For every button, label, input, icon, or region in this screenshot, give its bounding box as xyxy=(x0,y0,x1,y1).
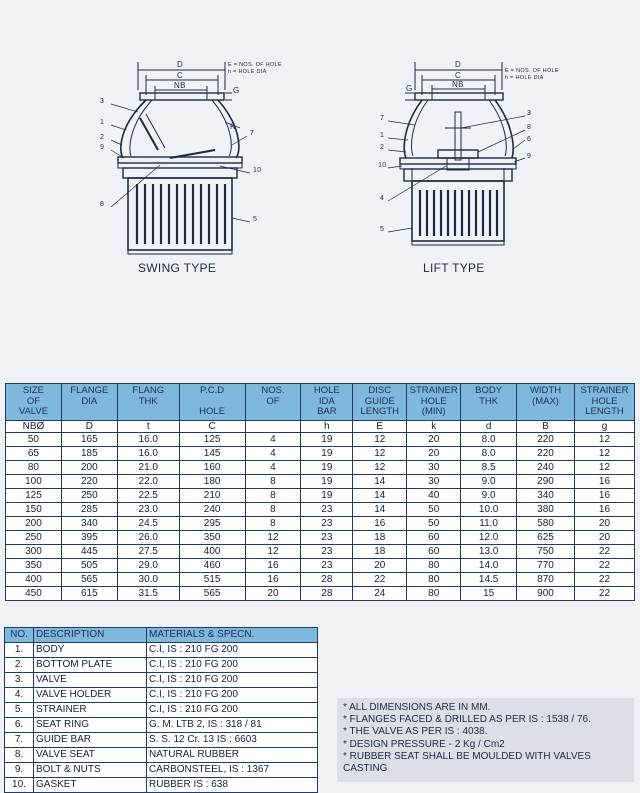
table-cell: 4 xyxy=(245,461,301,475)
table-cell: 18 xyxy=(353,545,407,559)
table-cell: 350 xyxy=(179,531,245,545)
table-cell: 19 xyxy=(301,461,353,475)
table-cell: 40 xyxy=(407,489,461,503)
swing-callout: 8 xyxy=(100,201,105,208)
table-row xyxy=(6,447,635,461)
table-cell: 16 xyxy=(353,517,407,531)
table-cell: 200 xyxy=(61,461,117,475)
table-cell: 185 xyxy=(61,447,117,461)
dimension-header-line: LENGTH xyxy=(585,406,624,417)
table-cell: 50 xyxy=(6,433,62,447)
table-row xyxy=(5,778,318,793)
table-cell: 23 xyxy=(301,531,353,545)
materials-table-body xyxy=(5,643,318,793)
table-cell: 165 xyxy=(61,433,117,447)
dimension-header-cell xyxy=(6,384,62,421)
table-cell: 460 xyxy=(179,559,245,573)
dimension-unit-cell: D xyxy=(61,421,117,433)
table-cell: 22.5 xyxy=(117,489,179,503)
table-cell: 150 xyxy=(6,503,62,517)
table-cell: 340 xyxy=(517,489,575,503)
table-cell: 22 xyxy=(353,573,407,587)
dimension-header-line: STRAINER xyxy=(409,385,458,396)
table-cell: BOTTOM PLATE xyxy=(34,658,147,673)
table-cell: 8 xyxy=(245,489,301,503)
table-cell: CARBONSTEEL, IS : 1367 xyxy=(147,763,318,778)
dimension-unit-cell: k xyxy=(407,421,461,433)
lift-callout: 10 xyxy=(378,162,387,169)
table-cell: C.I, IS : 210 FG 200 xyxy=(147,703,318,718)
dimension-header-line: NOS. xyxy=(261,385,285,396)
lift-callout: 4 xyxy=(380,195,385,202)
table-cell: 16 xyxy=(574,503,634,517)
table-cell: 20 xyxy=(407,447,461,461)
swing-dim-nb: NB xyxy=(174,81,186,90)
table-cell: 19 xyxy=(301,433,353,447)
materials-header-no: NO. xyxy=(5,628,34,643)
table-cell: 10.0 xyxy=(461,503,517,517)
table-cell: 16 xyxy=(245,559,301,573)
table-row xyxy=(5,733,318,748)
table-cell: 13.0 xyxy=(461,545,517,559)
lift-callout: 8 xyxy=(527,124,532,131)
table-cell: 770 xyxy=(517,559,575,573)
table-cell: 2. xyxy=(5,658,34,673)
table-cell: 8.0 xyxy=(461,433,517,447)
table-cell: 8 xyxy=(245,517,301,531)
table-cell: 19 xyxy=(301,475,353,489)
table-cell: 870 xyxy=(517,573,575,587)
dimension-header-line: BODY xyxy=(475,385,503,396)
table-cell: 100 xyxy=(6,475,62,489)
dimension-header-cell xyxy=(301,384,353,421)
table-cell: 16 xyxy=(245,573,301,587)
table-cell: 350 xyxy=(6,559,62,573)
lift-dim-c: C xyxy=(455,71,462,80)
dimension-unit-cell: t xyxy=(117,421,179,433)
valve-drawings xyxy=(0,0,640,360)
table-cell: NATURAL RUBBER xyxy=(147,748,318,763)
table-cell: 21.0 xyxy=(117,461,179,475)
table-cell: 240 xyxy=(179,503,245,517)
table-cell: 5. xyxy=(5,703,34,718)
dimension-header-line: HOLE xyxy=(420,395,447,407)
dimension-unit-cell: C xyxy=(179,421,245,433)
table-cell: 400 xyxy=(6,573,62,587)
table-cell: GASKET xyxy=(34,778,147,793)
dimension-header-cell xyxy=(461,384,517,421)
table-cell: 3. xyxy=(5,673,34,688)
table-cell: 23.0 xyxy=(117,503,179,517)
table-cell: VALVE HOLDER xyxy=(34,688,147,703)
table-cell: 220 xyxy=(517,433,575,447)
table-cell: 80 xyxy=(407,559,461,573)
dimension-header-line: DIA xyxy=(81,395,98,407)
table-cell: 14 xyxy=(353,503,407,517)
dimension-table-units xyxy=(6,421,635,433)
dimension-header-cell xyxy=(353,384,407,421)
table-cell: 28 xyxy=(301,573,353,587)
table-cell: RUBBER IS : 638 xyxy=(147,778,318,793)
lift-legend-h: h = HOLE DIA xyxy=(505,75,544,81)
swing-legend-e: E = NOS. OF HOLE xyxy=(228,62,282,68)
table-cell: 22 xyxy=(574,545,634,559)
table-cell: 8 xyxy=(245,503,301,517)
lift-type-drawing xyxy=(400,62,516,245)
notes-box xyxy=(337,698,634,782)
dimension-header-line: HOLE xyxy=(591,395,618,407)
dimension-header-line: (MAX) xyxy=(532,395,559,407)
table-cell: 200 xyxy=(6,517,62,531)
table-cell: 9. xyxy=(5,763,34,778)
table-cell: 19 xyxy=(301,447,353,461)
table-cell: 8 xyxy=(245,475,301,489)
lift-callout: 2 xyxy=(380,144,385,151)
table-cell: 145 xyxy=(179,447,245,461)
table-cell: 11.0 xyxy=(461,517,517,531)
dimension-header-line: DISC xyxy=(368,385,392,396)
lift-legend-e: E = NOS. OF HOLE xyxy=(505,68,559,74)
table-cell: 16.0 xyxy=(117,433,179,447)
table-cell: 12.0 xyxy=(461,531,517,545)
dimension-header-line: THK xyxy=(479,395,499,407)
dimension-header-line: P.C.D xyxy=(200,385,225,396)
table-cell: 50 xyxy=(407,517,461,531)
table-cell: 625 xyxy=(517,531,575,545)
dimension-table-body xyxy=(6,433,635,601)
lift-strainer-slots xyxy=(420,190,497,236)
dimension-table xyxy=(5,383,635,601)
table-cell: 22 xyxy=(574,573,634,587)
table-cell: 20 xyxy=(574,531,634,545)
lift-dim-nb: NB xyxy=(452,80,464,89)
note-line: * THE VALVE AS PER IS : 4038. xyxy=(343,726,488,738)
table-cell: 20 xyxy=(245,587,301,601)
table-cell: VALVE xyxy=(34,673,147,688)
table-cell: 14.0 xyxy=(461,559,517,573)
lift-dim-g: G xyxy=(406,84,413,93)
table-cell: 290 xyxy=(517,475,575,489)
table-cell: 8.5 xyxy=(461,461,517,475)
dimension-header-cell xyxy=(517,384,575,421)
table-cell: 12 xyxy=(574,433,634,447)
note-line: * DESIGN PRESSURE - 2 Kg / Cm2 xyxy=(343,738,505,750)
table-row xyxy=(5,643,318,658)
table-row xyxy=(6,545,635,559)
table-cell: 300 xyxy=(6,545,62,559)
table-cell: 27.5 xyxy=(117,545,179,559)
table-cell: 295 xyxy=(179,517,245,531)
table-cell: 285 xyxy=(61,503,117,517)
dimension-unit-cell: E xyxy=(353,421,407,433)
dimension-header-line: IDA xyxy=(318,395,335,407)
table-cell: 22 xyxy=(574,559,634,573)
dimension-unit-cell: NBØ xyxy=(6,421,62,433)
table-cell: 80 xyxy=(6,461,62,475)
dimension-header-cell xyxy=(574,384,634,421)
table-cell: 7. xyxy=(5,733,34,748)
table-cell: 60 xyxy=(407,531,461,545)
table-cell: 12 xyxy=(353,433,407,447)
table-cell: 80 xyxy=(407,587,461,601)
note-line: * ALL DIMENSIONS ARE IN MM. xyxy=(343,702,491,713)
table-row xyxy=(6,573,635,587)
table-cell: 240 xyxy=(517,461,575,475)
table-cell: 565 xyxy=(61,573,117,587)
lift-callout: 5 xyxy=(380,226,385,233)
table-cell: 8.0 xyxy=(461,447,517,461)
dimension-header-line: OF xyxy=(26,395,41,407)
dimension-header-cell xyxy=(407,384,461,421)
table-cell: 380 xyxy=(517,503,575,517)
table-cell: 14 xyxy=(353,475,407,489)
swing-callout: 5 xyxy=(253,216,258,223)
table-cell: 565 xyxy=(179,587,245,601)
table-row xyxy=(6,433,635,447)
table-cell: 23 xyxy=(301,517,353,531)
dimension-header-line: LENGTH xyxy=(360,406,400,417)
lift-callout: 6 xyxy=(527,136,532,143)
table-cell: 30 xyxy=(407,475,461,489)
table-cell: STRAINER xyxy=(34,703,147,718)
table-cell: 26.0 xyxy=(117,531,179,545)
table-cell: 12 xyxy=(245,531,301,545)
table-cell: 16 xyxy=(574,489,634,503)
swing-legend-h: h = HOLE DIA xyxy=(228,69,267,75)
table-cell: 12 xyxy=(574,447,634,461)
dimension-header-line: GUIDE xyxy=(364,395,395,407)
dimension-header-line: SIZE xyxy=(22,385,44,396)
table-row xyxy=(6,531,635,545)
table-cell: 16.0 xyxy=(117,447,179,461)
table-row xyxy=(5,673,318,688)
table-cell: 125 xyxy=(6,489,62,503)
table-cell: 10. xyxy=(5,778,34,793)
table-cell: 12 xyxy=(245,545,301,559)
table-cell: 4 xyxy=(245,447,301,461)
table-cell: 60 xyxy=(407,545,461,559)
table-cell: SEAT RING xyxy=(34,718,147,733)
dimension-header-line: STRAINER xyxy=(580,385,629,396)
swing-callout: 10 xyxy=(253,167,262,174)
swing-callout: 2 xyxy=(100,134,105,141)
table-cell: 28 xyxy=(301,587,353,601)
table-cell: 80 xyxy=(407,573,461,587)
table-cell: 14.5 xyxy=(461,573,517,587)
table-cell: 400 xyxy=(179,545,245,559)
table-cell: BODY xyxy=(34,643,147,658)
table-cell: C.I, IS : 210 FG 200 xyxy=(147,673,318,688)
table-row xyxy=(5,658,318,673)
table-row xyxy=(5,763,318,778)
table-cell: 20 xyxy=(353,559,407,573)
table-cell: 1. xyxy=(5,643,34,658)
table-cell: 9.0 xyxy=(461,489,517,503)
table-cell: 30 xyxy=(407,461,461,475)
swing-dim-c: C xyxy=(177,71,184,80)
table-row xyxy=(6,503,635,517)
table-cell: 250 xyxy=(6,531,62,545)
dimension-header-line: HOLE xyxy=(199,406,226,417)
table-cell: 23 xyxy=(301,545,353,559)
table-cell: GUIDE BAR xyxy=(34,733,147,748)
table-cell: 615 xyxy=(61,587,117,601)
table-cell: 14 xyxy=(353,489,407,503)
table-row xyxy=(6,489,635,503)
swing-type-caption: SWING TYPE xyxy=(138,261,217,275)
note-line: * RUBBER SEAT SHALL BE MOULDED WITH VALVES CASTING xyxy=(343,750,591,775)
valve-drawings-svg xyxy=(0,0,640,360)
table-cell: 4. xyxy=(5,688,34,703)
table-row xyxy=(5,718,318,733)
swing-callout: 1 xyxy=(100,119,105,126)
table-cell: 515 xyxy=(179,573,245,587)
table-cell: 250 xyxy=(61,489,117,503)
table-cell: 580 xyxy=(517,517,575,531)
table-row xyxy=(6,475,635,489)
table-cell: 24 xyxy=(353,587,407,601)
dimension-header-line: VALVE xyxy=(18,406,49,417)
dimension-header-line: THK xyxy=(138,395,158,407)
swing-dim-k: K xyxy=(230,122,236,131)
dimension-table-header xyxy=(6,384,635,421)
table-cell: 22.0 xyxy=(117,475,179,489)
table-cell: 23 xyxy=(301,503,353,517)
swing-callout: 7 xyxy=(250,130,255,137)
lift-callout: 3 xyxy=(527,110,532,117)
table-cell: 18 xyxy=(353,531,407,545)
table-cell: 6. xyxy=(5,718,34,733)
dimension-header-cell xyxy=(117,384,179,421)
table-cell: 450 xyxy=(6,587,62,601)
dimension-header-line: HOLE xyxy=(313,385,340,396)
table-cell: 210 xyxy=(179,489,245,503)
table-row xyxy=(6,587,635,601)
dimension-header-cell xyxy=(245,384,301,421)
table-cell: 31.5 xyxy=(117,587,179,601)
dimension-unit-cell: d xyxy=(461,421,517,433)
table-cell: 23 xyxy=(301,559,353,573)
table-cell: 12 xyxy=(353,461,407,475)
dimension-header-cell xyxy=(179,384,245,421)
table-cell: 160 xyxy=(179,461,245,475)
table-row xyxy=(5,748,318,763)
table-cell: 445 xyxy=(61,545,117,559)
swing-strainer-slots xyxy=(137,184,225,244)
table-cell: 15 xyxy=(461,587,517,601)
table-cell: 20 xyxy=(574,517,634,531)
swing-callout: 9 xyxy=(100,144,105,151)
table-cell: 20 xyxy=(407,433,461,447)
dimension-unit-cell: g xyxy=(574,421,634,433)
lift-type-caption: LIFT TYPE xyxy=(423,261,485,275)
table-row xyxy=(5,703,318,718)
table-row xyxy=(6,461,635,475)
table-row xyxy=(6,517,635,531)
swing-callout: 3 xyxy=(100,98,105,105)
table-cell: 505 xyxy=(61,559,117,573)
table-cell: C.I, IS : 210 FG 200 xyxy=(147,688,318,703)
table-cell: 12 xyxy=(574,461,634,475)
table-cell: 900 xyxy=(517,587,575,601)
dimension-header-line: FLANGE xyxy=(70,385,109,396)
dimension-unit-cell xyxy=(245,421,301,433)
table-cell: 50 xyxy=(407,503,461,517)
table-cell: G. M. LTB 2, IS : 318 / 81 xyxy=(147,718,318,733)
table-cell: 30.0 xyxy=(117,573,179,587)
lift-callout: 9 xyxy=(527,153,532,160)
table-cell: C.I, IS : 210 FG 200 xyxy=(147,643,318,658)
table-cell: 16 xyxy=(574,475,634,489)
dimension-header-line: BAR xyxy=(317,406,337,417)
table-cell: 24.5 xyxy=(117,517,179,531)
table-cell: 12 xyxy=(353,447,407,461)
table-cell: BOLT & NUTS xyxy=(34,763,147,778)
table-cell: 220 xyxy=(61,475,117,489)
note-line: * FLANGES FACED & DRILLED AS PER IS : 1538 / 76. xyxy=(343,714,591,726)
table-cell: 340 xyxy=(61,517,117,531)
materials-table-header xyxy=(5,628,318,643)
table-cell: 29.0 xyxy=(117,559,179,573)
table-cell: 4 xyxy=(245,433,301,447)
table-cell: 750 xyxy=(517,545,575,559)
dimension-header-line: OF xyxy=(266,395,280,407)
dimension-header-cell xyxy=(61,384,117,421)
table-row xyxy=(5,688,318,703)
table-cell: S. S. 12 Cr. 13 IS : 6603 xyxy=(147,733,318,748)
materials-table xyxy=(4,627,318,793)
lift-callout: 1 xyxy=(380,132,385,139)
materials-header-description: DESCRIPTION xyxy=(34,628,147,643)
table-cell: 180 xyxy=(179,475,245,489)
lift-callout: 7 xyxy=(380,115,385,122)
table-row xyxy=(6,559,635,573)
table-cell: 8. xyxy=(5,748,34,763)
table-cell: 9.0 xyxy=(461,475,517,489)
table-cell: 22 xyxy=(574,587,634,601)
dimension-header-line: WIDTH xyxy=(529,385,562,396)
materials-header-spec: MATERIALS & SPECN. xyxy=(147,628,318,643)
lift-dim-d: D xyxy=(455,60,462,69)
dimension-header-line: (MIN) xyxy=(421,406,446,417)
table-cell: 125 xyxy=(179,433,245,447)
dimension-unit-cell: B xyxy=(517,421,575,433)
swing-dim-g: G xyxy=(233,86,240,95)
dimension-unit-cell: h xyxy=(301,421,353,433)
table-cell: 220 xyxy=(517,447,575,461)
swing-dim-d: D xyxy=(177,60,184,69)
dimension-header-line: FLANG xyxy=(132,385,165,396)
table-cell: VALVE SEAT xyxy=(34,748,147,763)
table-cell: 65 xyxy=(6,447,62,461)
table-cell: 19 xyxy=(301,489,353,503)
table-cell: 395 xyxy=(61,531,117,545)
table-cell: C.I, IS : 210 FG 200 xyxy=(147,658,318,673)
